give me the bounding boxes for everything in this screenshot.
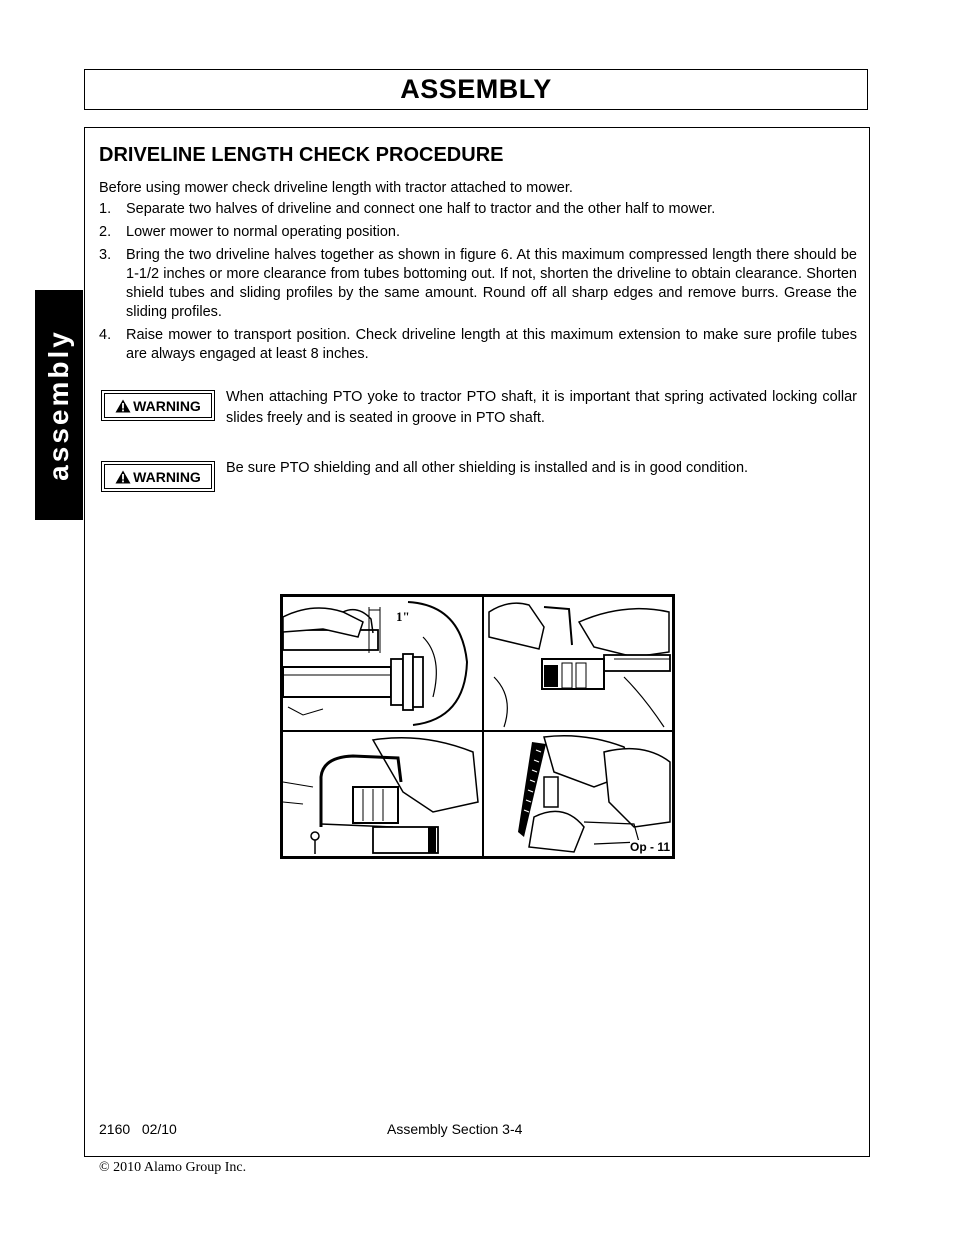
step-text: Raise mower to transport position. Check driveline length at this maximum extension to make sure profile tubes are always engaged at least 8 inches. [126,327,857,362]
content-box [84,127,870,1157]
copyright-text: © 2010 Alamo Group Inc. [99,1160,247,1175]
step-number: 4. [99,327,112,343]
step-number: 1. [99,201,112,217]
warning-badge-label: WARNING [133,397,201,414]
warning-badge-label: WARNING [133,468,201,485]
step-text: Bring the two driveline halves together as shown in figure 6. At this maximum compressed length there should be 1-1/2 inches or more clearance from tubes bottoming out. If not, shorten the driveline to obtain clearance. Shorten shield tubes and sliding profiles by the same amount. Round off all sharp edges and remove burrs. Grease the sliding profiles. [126,247,857,320]
warning-triangle-icon [115,470,131,484]
figure-measure-text: 1" [396,609,410,624]
figure-panel-measure [282,596,483,731]
side-tab-label: assembly [43,329,75,481]
step-number: 2. [99,224,112,240]
step-text: Lower mower to normal operating position. [126,224,401,240]
driveline-file-illustration [484,732,672,856]
section-title: DRIVELINE LENGTH CHECK PROCEDURE [99,144,504,166]
step-number: 3. [99,247,112,263]
driveline-cut-illustration [283,732,482,856]
step-item [99,246,857,322]
step-item [99,223,857,242]
figure-panel-cut [282,731,483,857]
steps-list [99,200,857,368]
warning-triangle-icon [115,399,131,413]
page-title: ASSEMBLY [400,74,552,104]
warning-block [101,458,857,492]
warning-text: Be sure PTO shielding and all other shielding is installed and is in good condition. [226,460,749,476]
warning-block [101,387,857,429]
step-item [99,326,857,364]
warning-text: When attaching PTO yoke to tractor PTO shaft, it is important that spring activated locking collar slides freely and is seated in groove in PTO shaft. [226,389,857,426]
side-tab [35,290,83,520]
figure-panel-file [483,731,673,857]
step-text: Separate two halves of driveline and connect one half to tractor and the other half to mower. [126,201,716,217]
warning-badge [101,390,215,421]
driveline-figure [280,594,675,859]
intro-text: Before using mower check driveline length with tractor attached to mower. [99,180,573,196]
driveline-measure-illustration [283,597,482,730]
warning-badge [101,461,215,492]
page-header [84,69,868,110]
driveline-mark-illustration [484,597,672,730]
figure-panel-mark [483,596,673,731]
figure-label: Op - 11 [629,840,670,854]
footer-model-date: 2160 02/10 [99,1121,177,1137]
footer-section: Assembly Section 3-4 [387,1121,523,1137]
step-item [99,200,857,219]
